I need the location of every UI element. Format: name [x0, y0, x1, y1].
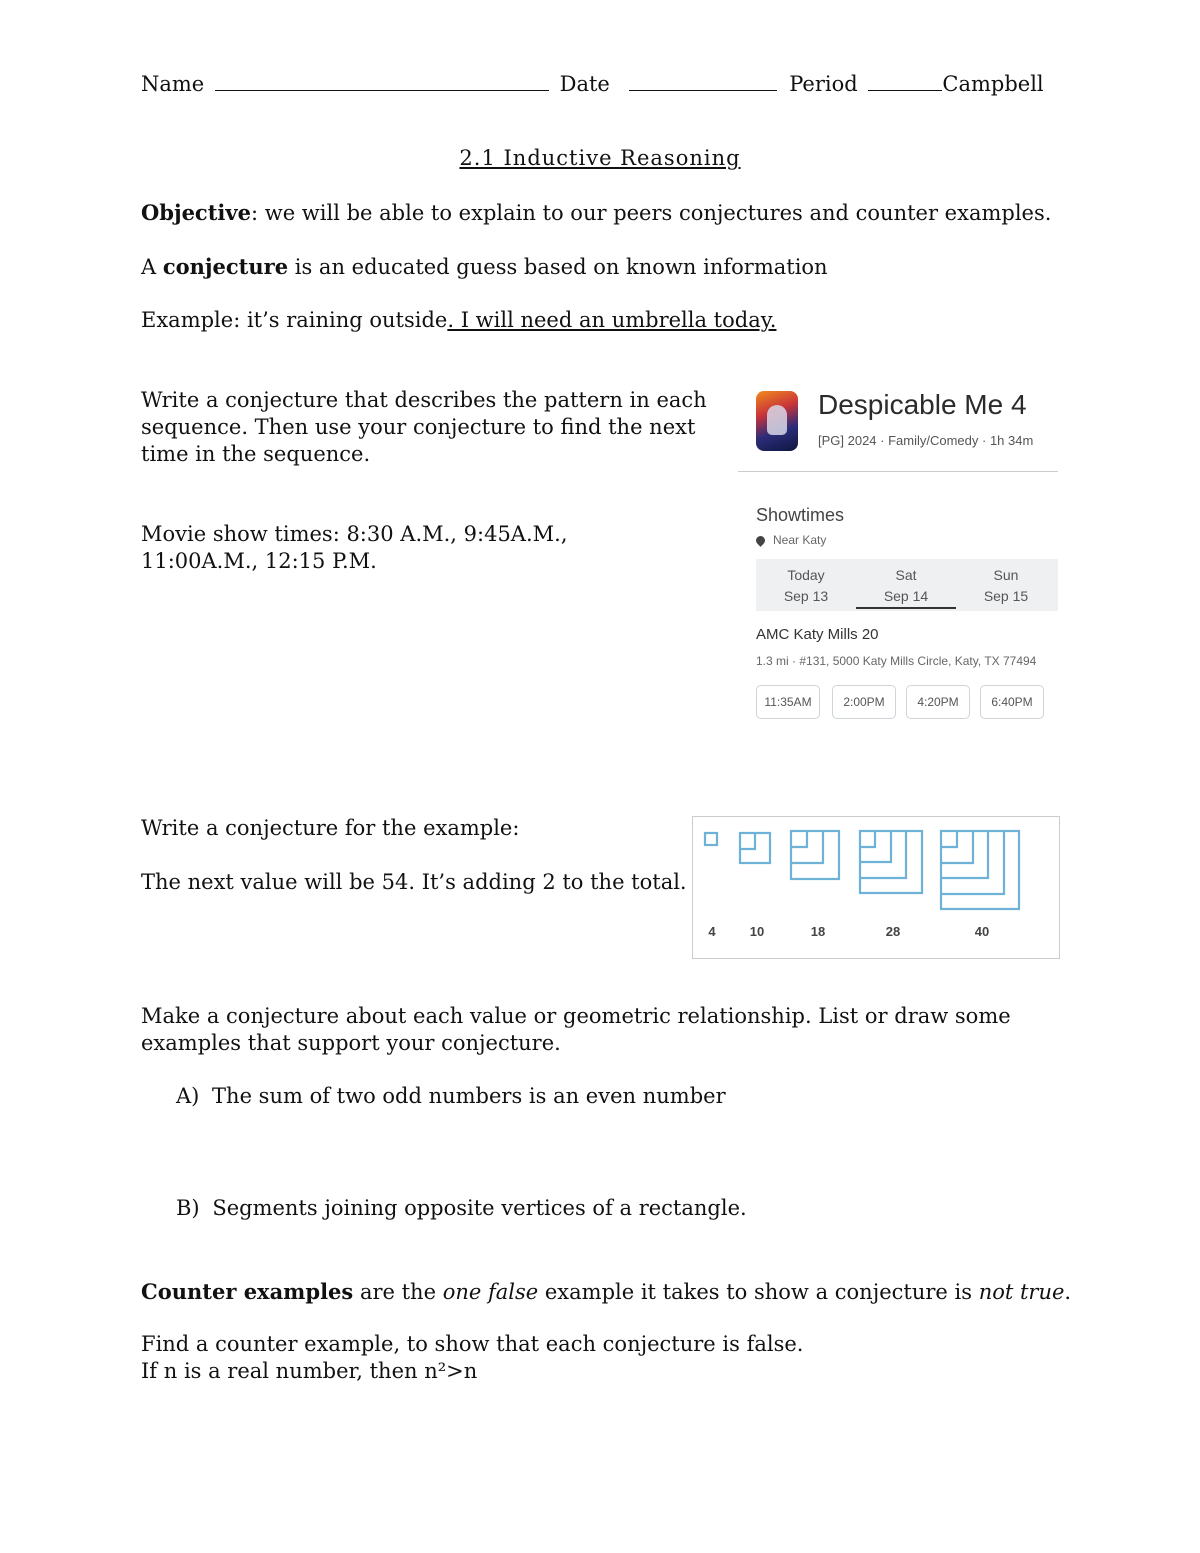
sequence-prompt-line: Write a conjecture that describes the pattern in each: [141, 388, 707, 412]
showtime-chip[interactable]: 4:20PM: [906, 685, 970, 719]
movie-showtimes-card: [738, 385, 1060, 725]
objective-label: Objective: [141, 200, 251, 225]
date-tab-day: Sun: [993, 567, 1019, 583]
counter-end: .: [1064, 1280, 1072, 1304]
pattern-shape-2: [740, 833, 770, 863]
period-label: Period: [789, 72, 858, 96]
showtime-chip[interactable]: 2:00PM: [832, 685, 896, 719]
date-tab-date: Sep 13: [783, 588, 829, 604]
date-tab-day: Today: [787, 567, 825, 583]
counter-example-definition: [141, 1278, 1071, 1306]
make-conjecture-prompt: [141, 1003, 1011, 1057]
date-tabs: [756, 559, 1058, 611]
pattern-label: 10: [749, 924, 765, 939]
make-conjecture-line: examples that support your conjecture.: [141, 1031, 561, 1055]
name-blank[interactable]: [215, 70, 549, 91]
item-a-label: A): [176, 1084, 200, 1108]
date-tab-today[interactable]: [756, 565, 856, 607]
objective: [141, 199, 1051, 227]
date-tab-day: Sat: [895, 567, 917, 583]
showtime-chip[interactable]: 11:35AM: [756, 685, 820, 719]
item-b-text: Segments joining opposite vertices of a rectangle.: [212, 1196, 747, 1220]
conjecture-term: conjecture: [162, 254, 289, 279]
date-label: Date: [559, 72, 610, 96]
date-tab-sun[interactable]: [956, 565, 1056, 607]
pattern-shape-4: [860, 831, 922, 893]
showtimes-heading: Showtimes: [756, 505, 845, 525]
showtime-chip[interactable]: 6:40PM: [980, 685, 1044, 719]
date-tab-date: Sep 14: [883, 588, 929, 604]
sequence-prompt: [141, 387, 707, 468]
example: [141, 307, 776, 334]
movie-times-line: 11:00A.M., 12:15 P.M.: [141, 549, 377, 573]
conjecture-definition: [141, 253, 828, 281]
counter-text: example it takes to show a conjecture is: [544, 1280, 972, 1304]
pattern-question: Write a conjecture for the example:: [141, 816, 520, 840]
pattern-label: 18: [810, 924, 826, 939]
pattern-label: 40: [974, 924, 990, 939]
find-counter-example: [141, 1331, 803, 1385]
theater-address: 1.3 mi · #131, 5000 Katy Mills Circle, Katy, TX 77494: [756, 654, 1037, 668]
date-blank[interactable]: [629, 70, 777, 91]
item-b: [176, 1195, 747, 1222]
example-answer: . I will need an umbrella today.: [447, 308, 777, 332]
conjecture-prefix: A: [141, 255, 157, 279]
teacher-name: Campbell: [942, 72, 1044, 96]
conjecture-text: is an educated guess based on known information: [294, 255, 828, 279]
movie-times: [141, 521, 568, 575]
counter-text: are the: [359, 1280, 436, 1304]
item-b-label: B): [176, 1196, 200, 1220]
counter-emphasis: not true: [978, 1280, 1065, 1304]
card-divider: [738, 471, 1058, 472]
find-counter-line: If n is a real number, then n²>n: [141, 1359, 478, 1383]
find-counter-line: Find a counter example, to show that each conjecture is false.: [141, 1332, 804, 1356]
period-blank[interactable]: [868, 70, 942, 91]
pattern-shape-5: [941, 831, 1019, 909]
item-a-text: The sum of two odd numbers is an even number: [212, 1084, 726, 1108]
make-conjecture-line: Make a conjecture about each value or geometric relationship. List or draw some: [141, 1004, 1011, 1028]
sequence-prompt-line: sequence. Then use your conjecture to find the next: [141, 415, 696, 439]
movie-meta: [PG] 2024 · Family/Comedy · 1h 34m: [818, 433, 1034, 448]
location-text: Near Katy: [773, 533, 827, 547]
date-tab-sat[interactable]: [856, 565, 956, 609]
square-pattern-figure: [692, 816, 1060, 959]
location-pin-icon: [754, 534, 767, 547]
example-prefix: Example: it’s raining outside: [141, 308, 448, 332]
location: [756, 533, 826, 547]
movie-title: Despicable Me 4: [818, 389, 1027, 420]
square-pattern-svg: [693, 817, 1059, 958]
item-a: [176, 1083, 726, 1110]
pattern-label: 4: [708, 924, 716, 939]
counter-term: Counter examples: [141, 1279, 354, 1304]
page-title: 2.1 Inductive Reasoning: [459, 146, 741, 170]
pattern-answer: The next value will be 54. It’s adding 2 to the total.: [141, 870, 687, 894]
pattern-label: 28: [885, 924, 901, 939]
date-tab-date: Sep 15: [983, 588, 1029, 604]
name-label: Name: [141, 72, 205, 96]
objective-text: : we will be able to explain to our peers conjectures and counter examples.: [250, 201, 1052, 225]
movie-poster: [756, 391, 798, 451]
theater-name[interactable]: AMC Katy Mills 20: [756, 626, 879, 643]
movie-times-line: Movie show times: 8:30 A.M., 9:45A.M.,: [141, 522, 568, 546]
header-row: [141, 70, 1044, 98]
counter-emphasis: one false: [442, 1280, 539, 1304]
pattern-shape-1: [705, 833, 717, 845]
pattern-shape-3: [791, 831, 839, 879]
sequence-prompt-line: time in the sequence.: [141, 442, 371, 466]
